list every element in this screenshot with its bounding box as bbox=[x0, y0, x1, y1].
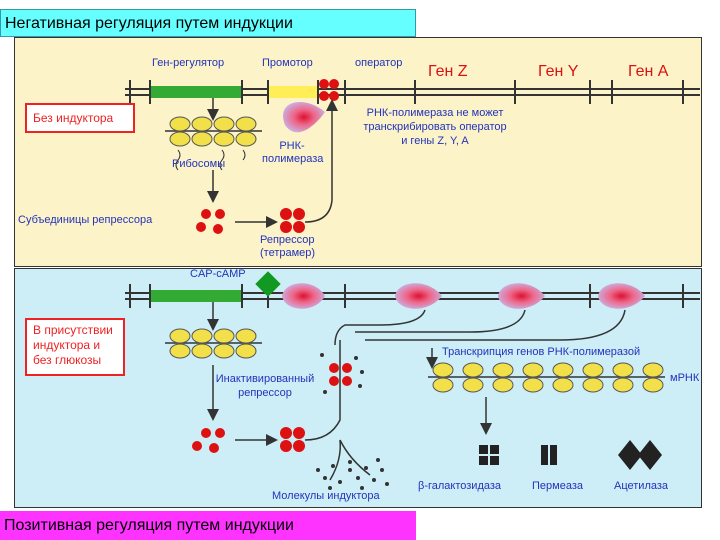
label-mrna: мРНК bbox=[670, 372, 700, 384]
label-gene-y: Ген Y bbox=[538, 63, 579, 80]
label-repressor-tetramer: Репрессор (тетрамер) bbox=[260, 234, 316, 259]
inducer-molecules bbox=[316, 458, 389, 490]
acetylase-icon bbox=[618, 440, 662, 470]
label-acetylase: Ацетилаза bbox=[614, 480, 669, 492]
gene-regulator-segment bbox=[150, 86, 242, 98]
label-no-inducer: Без индуктора bbox=[25, 103, 135, 133]
ribosome-row-bottom-left bbox=[165, 329, 262, 358]
dna-top bbox=[125, 80, 700, 104]
label-cap-camp: CAP-cAMP bbox=[190, 268, 246, 280]
label-gene-z: Ген Z bbox=[428, 63, 468, 80]
label-inactivated-repressor: Инактивированный репрессор bbox=[215, 373, 315, 399]
label-repressor-subunits: Субъединицы репрессора bbox=[18, 214, 153, 226]
rna-polymerase-top bbox=[283, 102, 325, 132]
label-cannot-transcribe: РНК-полимераза не может транскрибировать оператор и гены Z, Y, A bbox=[363, 107, 507, 147]
label-permease: Пермеаза bbox=[532, 480, 583, 492]
beta-galactosidase-icon bbox=[479, 445, 499, 465]
bottom-title: Позитивная регуляция путем индукции bbox=[0, 511, 416, 540]
promoter-segment bbox=[268, 86, 318, 98]
repressor-tetramer-bottom bbox=[280, 427, 305, 452]
label-gene-a: Ген А bbox=[628, 63, 669, 80]
label-rna-polymerase: РНК- полимераза bbox=[262, 140, 324, 165]
label-transcription: Транскрипция генов РНК-полимеразой bbox=[442, 346, 641, 358]
label-gene-regulator: Ген-регулятор bbox=[152, 57, 225, 69]
label-presence-inducer: В присутствии индуктора и без глюкозы bbox=[25, 318, 125, 376]
repressor-tetramer bbox=[280, 208, 305, 233]
page-title: Негативная регуляция путем индукции bbox=[0, 9, 416, 37]
repressor-subunits-bottom bbox=[192, 428, 225, 453]
label-operator: оператор bbox=[355, 57, 403, 69]
repressor-subunits bbox=[196, 209, 225, 234]
label-promoter: Промотор bbox=[262, 57, 313, 69]
ribosome-row-mrna bbox=[428, 363, 665, 392]
permease-icon bbox=[541, 445, 557, 465]
label-beta-galactosidase: β-галактозидаза bbox=[418, 480, 502, 492]
label-inducer-molecules: Молекулы индуктора bbox=[272, 490, 380, 502]
label-ribosomes: Рибосомы bbox=[172, 158, 226, 170]
